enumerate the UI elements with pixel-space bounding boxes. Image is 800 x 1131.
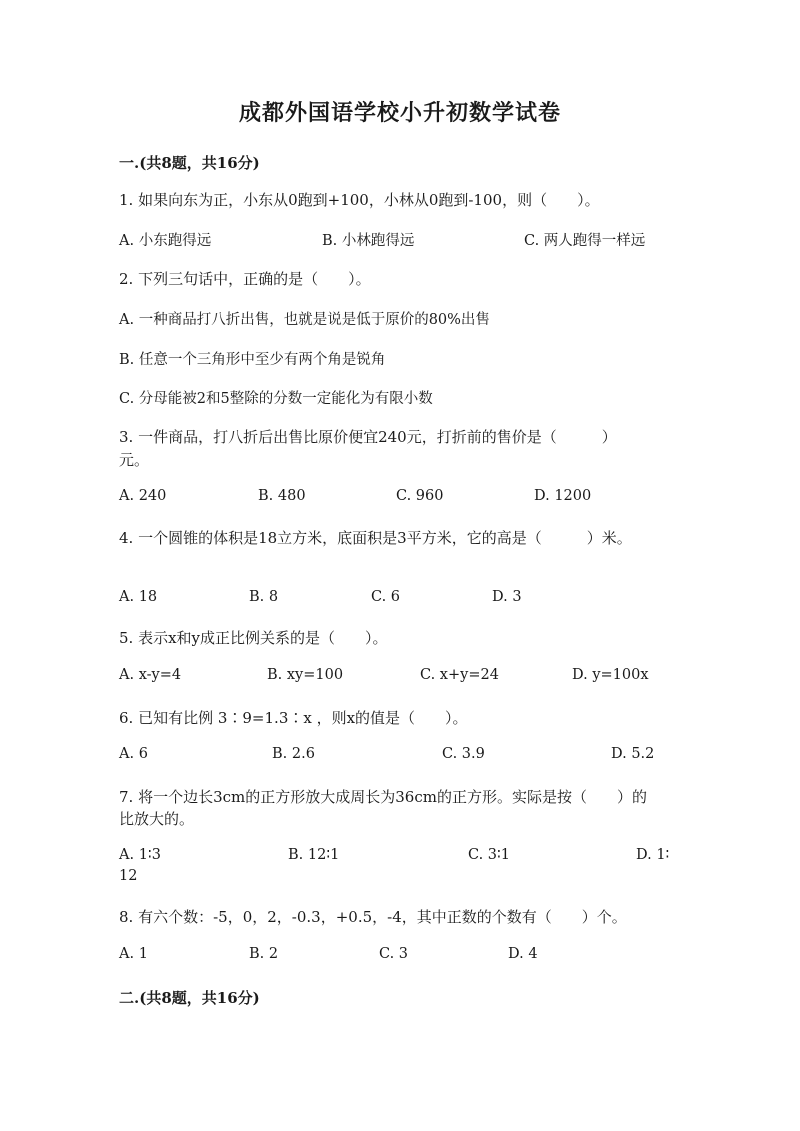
question-6-text: 6. 已知有比例 3∶9=1.3∶x ，则x的值是（ ）。 xyxy=(119,709,468,727)
section-heading-2: 二.(共8题，共16分) xyxy=(119,989,260,1007)
question-7-option-a: A. 1∶3 xyxy=(119,847,161,863)
question-5-text: 5. 表示x和y成正比例关系的是（ ）。 xyxy=(119,629,388,647)
question-6-option-c: C. 3.9 xyxy=(442,746,485,762)
question-3-option-a: A. 240 xyxy=(119,488,167,504)
question-2-option-a: A. 一种商品打八折出售，也就是说是低于原价的80%出售 xyxy=(119,312,490,328)
question-7-option-c: C. 3∶1 xyxy=(468,847,511,863)
question-8-option-d: D. 4 xyxy=(508,946,538,962)
question-1-option-c: C. 两人跑得一样远 xyxy=(524,233,646,249)
question-8-option-a: A. 1 xyxy=(119,946,148,962)
question-2-text: 2. 下列三句话中，正确的是（ ）。 xyxy=(119,270,371,288)
question-6-option-d: D. 5.2 xyxy=(611,746,655,762)
question-6-option-b: B. 2.6 xyxy=(272,746,315,762)
question-7-text-line-1: 7. 将一个边长3cm的正方形放大成周长为36cm的正方形。实际是按（ ）的 xyxy=(119,788,647,806)
question-3-option-c: C. 960 xyxy=(396,488,444,504)
question-2-option-c: C. 分母能被2和5整除的分数一定能化为有限小数 xyxy=(119,391,433,407)
question-1-text: 1. 如果向东为正，小东从0跑到+100，小林从0跑到-100，则（ ）。 xyxy=(119,191,600,209)
question-3-text-line-2: 元。 xyxy=(119,451,150,469)
question-3-option-b: B. 480 xyxy=(258,488,306,504)
question-7-option-d: D. 1∶ xyxy=(636,847,670,863)
question-6-option-a: A. 6 xyxy=(119,746,148,762)
question-5-option-a: A. x-y=4 xyxy=(119,667,182,683)
question-1-option-b: B. 小林跑得远 xyxy=(322,233,415,249)
question-5-option-c: C. x+y=24 xyxy=(420,667,499,683)
question-8-option-c: C. 3 xyxy=(379,946,409,962)
page-title: 成都外国语学校小升初数学试卷 xyxy=(238,100,561,126)
question-7-option-b: B. 12∶1 xyxy=(288,847,340,863)
question-1-option-a: A. 小东跑得远 xyxy=(119,233,212,249)
question-8-option-b: B. 2 xyxy=(249,946,279,962)
question-7-text-line-2: 比放大的。 xyxy=(119,810,195,828)
question-4-text: 4. 一个圆锥的体积是18立方米，底面积是3平方米，它的高是（ ）米。 xyxy=(119,529,632,547)
question-4-option-d: D. 3 xyxy=(492,589,522,605)
question-4-option-b: B. 8 xyxy=(249,589,279,605)
question-5-option-b: B. xy=100 xyxy=(267,667,344,683)
question-5-option-d: D. y=100x xyxy=(572,667,649,683)
question-4-option-c: C. 6 xyxy=(371,589,401,605)
question-2-option-b: B. 任意一个三角形中至少有两个角是锐角 xyxy=(119,352,386,368)
question-7-option-d-continued: 12 xyxy=(119,868,138,884)
question-3-text-line-1: 3. 一件商品，打八折后出售比原价便宜240元，打折前的售价是（ ） xyxy=(119,428,617,446)
question-8-text: 8. 有六个数：-5，0，2，-0.3，+0.5，-4，其中正数的个数有（ ）个。 xyxy=(119,908,627,926)
question-3-option-d: D. 1200 xyxy=(534,488,592,504)
question-4-option-a: A. 18 xyxy=(119,589,158,605)
section-heading-1: 一.(共8题，共16分) xyxy=(119,154,260,172)
